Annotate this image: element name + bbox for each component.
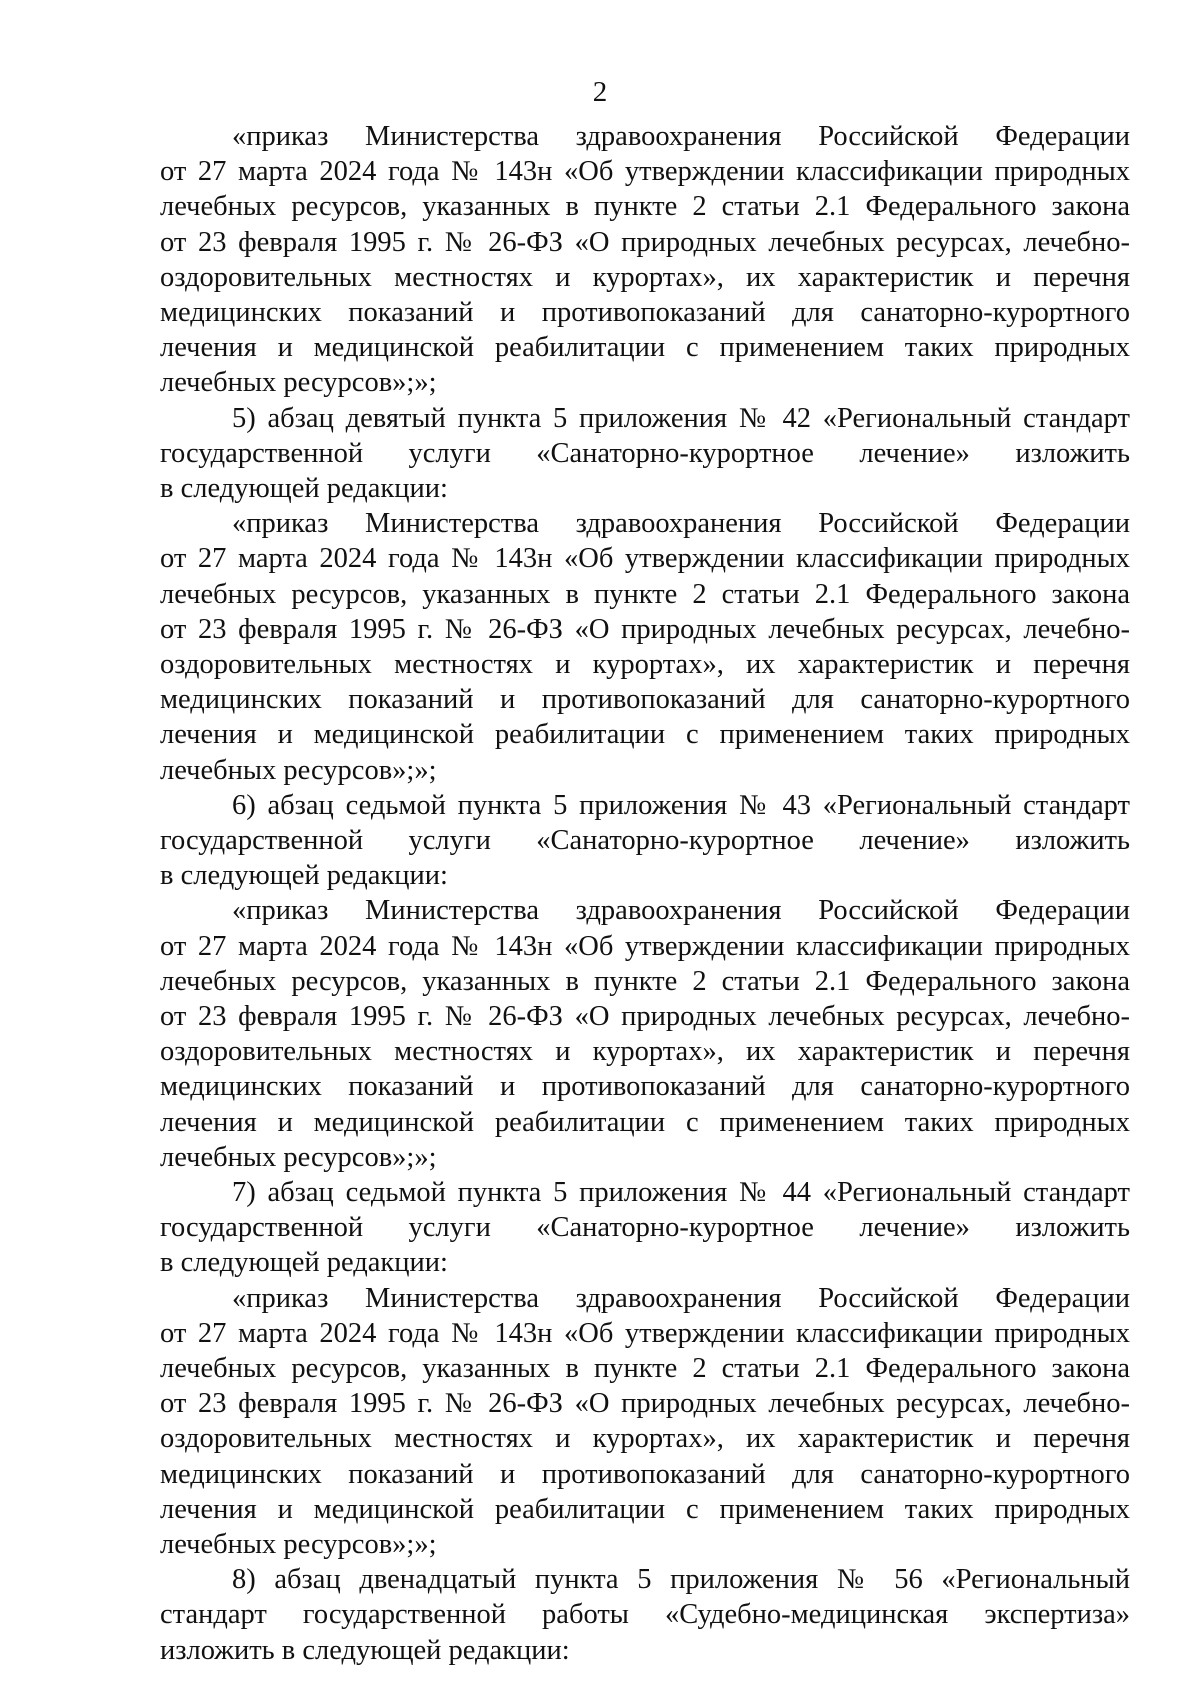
text-line: от 23 февраля 1995 г. № 26-ФЗ «О природных лечебных ресурсах, лечебно- (160, 1388, 1130, 1420)
text-line: лечения и медицинской реабилитации с применением таких природных (160, 719, 1130, 751)
text-line: оздоровительных местностях и курортах», их характеристик и перечня (160, 261, 1130, 293)
text-line: государственной услуги «Санаторно-курортное лечение» изложить (160, 1212, 1130, 1244)
text-line: «приказ Министерства здравоохранения Российской Федерации (232, 1282, 1130, 1314)
text-line: государственной услуги «Санаторно-курортное лечение» изложить (160, 437, 1130, 469)
text-line: 5) абзац девятый пункта 5 приложения № 42 «Региональный стандарт (232, 402, 1130, 434)
text-line: в следующей редакции: (160, 860, 448, 892)
text-line: в следующей редакции: (160, 1247, 448, 1279)
text-line: государственной услуги «Санаторно-курортное лечение» изложить (160, 825, 1130, 856)
text-line: 8) абзац двенадцатый пункта 5 приложения № 56 «Региональный (232, 1564, 1130, 1596)
text-line: от 23 февраля 1995 г. № 26-ФЗ «О природных лечебных ресурсах, лечебно- (160, 613, 1130, 645)
text-line: лечебных ресурсов»;»; (160, 1141, 437, 1173)
text-line: лечения и медицинской реабилитации с применением таких природных (160, 1106, 1130, 1138)
text-line: от 27 марта 2024 года № 143н «Об утверждении классификации природных (160, 156, 1130, 188)
text-line: оздоровительных местностях и курортах», их характеристик и перечня (160, 1036, 1130, 1068)
text-line: от 23 февраля 1995 г. № 26-ФЗ «О природных лечебных ресурсах, лечебно- (160, 226, 1130, 258)
text-line: в следующей редакции: (160, 473, 448, 504)
text-line: от 23 февраля 1995 г. № 26-ФЗ «О природных лечебных ресурсах, лечебно- (160, 1001, 1130, 1032)
text-line: от 27 марта 2024 года № 143н «Об утверждении классификации природных (160, 543, 1130, 575)
text-line: медицинских показаний и противопоказаний для санаторно-курортного (160, 1458, 1130, 1490)
text-line: медицинских показаний и противопоказаний для санаторно-курортного (160, 1071, 1130, 1103)
text-line: «приказ Министерства здравоохранения Российской Федерации (232, 895, 1130, 927)
text-line: медицинских показаний и противопоказаний для санаторно-курортного (160, 684, 1130, 716)
text-line: лечебных ресурсов, указанных в пункте 2 статьи 2.1 Федерального закона (160, 191, 1130, 223)
text-line: 6) абзац седьмой пункта 5 приложения № 43 «Региональный стандарт (232, 789, 1130, 821)
text-line: «приказ Министерства здравоохранения Российской Федерации (232, 508, 1130, 540)
text-line: 7) абзац седьмой пункта 5 приложения № 44 «Региональный стандарт (232, 1177, 1130, 1208)
text-line: от 27 марта 2024 года № 143н «Об утверждении классификации природных (160, 930, 1130, 962)
page-number: 2 (592, 76, 608, 108)
text-line: изложить в следующей редакции: (160, 1634, 570, 1666)
text-line: лечебных ресурсов, указанных в пункте 2 статьи 2.1 Федерального закона (160, 1353, 1130, 1384)
text-line: оздоровительных местностях и курортах», их характеристик и перечня (160, 649, 1130, 680)
text-line: лечебных ресурсов»;»; (160, 1529, 437, 1560)
text-line: от 27 марта 2024 года № 143н «Об утверждении классификации природных (160, 1317, 1130, 1349)
text-line: «приказ Министерства здравоохранения Российской Федерации (232, 121, 1130, 152)
text-line: лечебных ресурсов»;»; (160, 367, 437, 399)
text-line: лечения и медицинской реабилитации с применением таких природных (160, 1493, 1130, 1525)
text-line: лечения и медицинской реабилитации с применением таких природных (160, 332, 1130, 364)
text-line: лечебных ресурсов, указанных в пункте 2 статьи 2.1 Федерального закона (160, 578, 1130, 610)
text-line: медицинских показаний и противопоказаний для санаторно-курортного (160, 297, 1130, 328)
text-line: оздоровительных местностях и курортах», их характеристик и перечня (160, 1423, 1130, 1455)
text-line: стандарт государственной работы «Судебно-медицинская экспертиза» (160, 1599, 1130, 1631)
text-line: лечебных ресурсов, указанных в пункте 2 статьи 2.1 Федерального закона (160, 965, 1130, 997)
text-line: лечебных ресурсов»;»; (160, 754, 437, 786)
